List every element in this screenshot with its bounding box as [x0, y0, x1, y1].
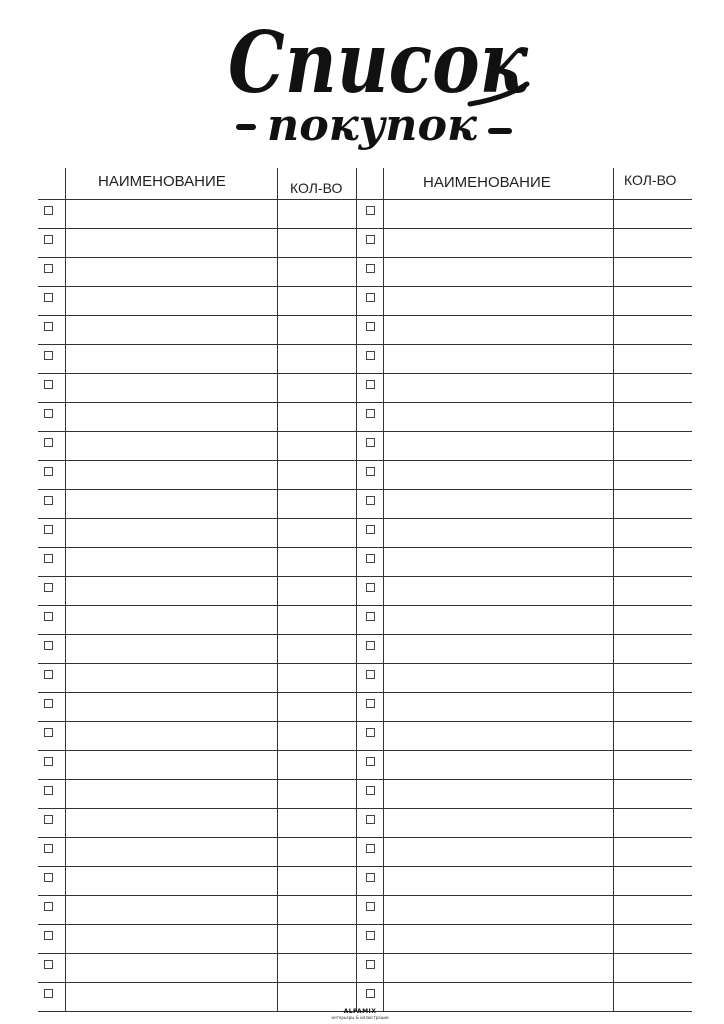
row-divider [38, 286, 692, 287]
left-row-checkbox[interactable] [44, 235, 53, 244]
right-row-checkbox[interactable] [366, 467, 375, 476]
row-divider [38, 228, 692, 229]
row-divider [38, 692, 692, 693]
row-divider [38, 431, 692, 432]
left-row-checkbox[interactable] [44, 322, 53, 331]
right-row-checkbox[interactable] [366, 931, 375, 940]
column-divider [65, 168, 66, 1012]
left-row-checkbox[interactable] [44, 757, 53, 766]
left-row-checkbox[interactable] [44, 206, 53, 215]
row-divider [38, 721, 692, 722]
brand-name: ALFAMIX [343, 1008, 377, 1015]
row-divider [38, 576, 692, 577]
left-row-checkbox[interactable] [44, 293, 53, 302]
left-row-checkbox[interactable] [44, 467, 53, 476]
left-row-checkbox[interactable] [44, 409, 53, 418]
column-divider [613, 168, 614, 1012]
row-divider [38, 953, 692, 954]
left-row-checkbox[interactable] [44, 612, 53, 621]
right-row-checkbox[interactable] [366, 873, 375, 882]
right-row-checkbox[interactable] [366, 438, 375, 447]
right-row-checkbox[interactable] [366, 554, 375, 563]
column-divider [277, 168, 278, 1012]
right-row-checkbox[interactable] [366, 293, 375, 302]
row-divider [38, 779, 692, 780]
right-name-header: НАИМЕНОВАНИЕ [423, 174, 551, 191]
column-divider [383, 168, 384, 1012]
row-divider [38, 402, 692, 403]
left-row-checkbox[interactable] [44, 873, 53, 882]
row-divider [38, 547, 692, 548]
left-row-checkbox[interactable] [44, 438, 53, 447]
row-divider [38, 344, 692, 345]
left-row-checkbox[interactable] [44, 815, 53, 824]
left-row-checkbox[interactable] [44, 844, 53, 853]
right-row-checkbox[interactable] [366, 844, 375, 853]
brand-logo [320, 1009, 400, 1020]
left-row-checkbox[interactable] [44, 931, 53, 940]
left-row-checkbox[interactable] [44, 699, 53, 708]
row-divider [38, 489, 692, 490]
right-row-checkbox[interactable] [366, 380, 375, 389]
left-row-checkbox[interactable] [44, 351, 53, 360]
left-row-checkbox[interactable] [44, 641, 53, 650]
left-row-checkbox[interactable] [44, 989, 53, 998]
right-row-checkbox[interactable] [366, 699, 375, 708]
left-qty-header: КОЛ-ВО [290, 180, 343, 196]
right-row-checkbox[interactable] [366, 989, 375, 998]
right-row-checkbox[interactable] [366, 960, 375, 969]
title-dash-right [488, 128, 512, 134]
row-divider [38, 605, 692, 606]
right-row-checkbox[interactable] [366, 525, 375, 534]
brand-tagline: интерьеры & иллюстрации [331, 1015, 389, 1020]
row-divider [38, 895, 692, 896]
left-row-checkbox[interactable] [44, 960, 53, 969]
title-line-2: покупок [267, 100, 478, 151]
right-row-checkbox[interactable] [366, 235, 375, 244]
right-row-checkbox[interactable] [366, 757, 375, 766]
right-row-checkbox[interactable] [366, 583, 375, 592]
row-divider [38, 924, 692, 925]
row-divider [38, 315, 692, 316]
row-divider [38, 837, 692, 838]
right-row-checkbox[interactable] [366, 612, 375, 621]
row-divider [38, 663, 692, 664]
row-divider [38, 518, 692, 519]
right-row-checkbox[interactable] [366, 670, 375, 679]
row-divider [38, 460, 692, 461]
left-row-checkbox[interactable] [44, 583, 53, 592]
row-divider [38, 866, 692, 867]
left-row-checkbox[interactable] [44, 902, 53, 911]
right-row-checkbox[interactable] [366, 786, 375, 795]
right-row-checkbox[interactable] [366, 409, 375, 418]
right-row-checkbox[interactable] [366, 206, 375, 215]
left-name-header: НАИМЕНОВАНИЕ [98, 173, 226, 190]
right-row-checkbox[interactable] [366, 641, 375, 650]
title-dash-left [236, 124, 256, 130]
right-row-checkbox[interactable] [366, 322, 375, 331]
left-row-checkbox[interactable] [44, 728, 53, 737]
left-row-checkbox[interactable] [44, 786, 53, 795]
right-row-checkbox[interactable] [366, 815, 375, 824]
row-divider [38, 750, 692, 751]
left-row-checkbox[interactable] [44, 525, 53, 534]
left-row-checkbox[interactable] [44, 496, 53, 505]
right-row-checkbox[interactable] [366, 496, 375, 505]
row-divider [38, 373, 692, 374]
row-divider [38, 257, 692, 258]
left-row-checkbox[interactable] [44, 670, 53, 679]
left-row-checkbox[interactable] [44, 264, 53, 273]
right-row-checkbox[interactable] [366, 902, 375, 911]
right-row-checkbox[interactable] [366, 728, 375, 737]
row-divider [38, 199, 692, 200]
shopping-list-table [38, 168, 692, 1013]
row-divider [38, 982, 692, 983]
title-lettering [0, 0, 724, 165]
right-row-checkbox[interactable] [366, 351, 375, 360]
row-divider [38, 634, 692, 635]
right-qty-header: КОЛ-ВО [624, 172, 677, 188]
title-line-1: Список [228, 13, 529, 112]
right-row-checkbox[interactable] [366, 264, 375, 273]
row-divider [38, 808, 692, 809]
left-row-checkbox[interactable] [44, 380, 53, 389]
left-row-checkbox[interactable] [44, 554, 53, 563]
column-divider [356, 168, 357, 1012]
